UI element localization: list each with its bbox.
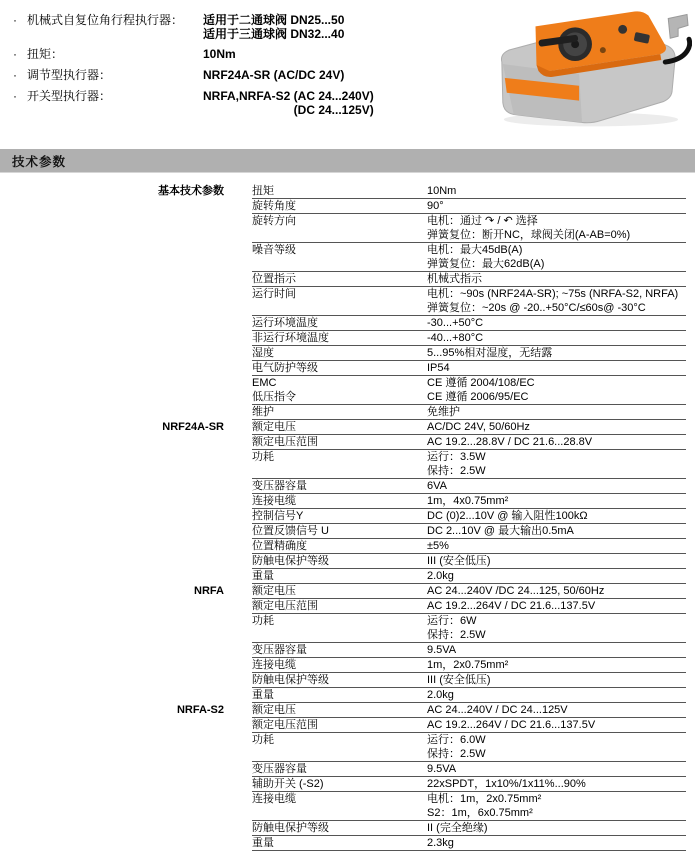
summary-label: 扭矩： xyxy=(27,47,64,61)
param-value-line: III (安全低压) xyxy=(427,555,491,567)
table-row xyxy=(0,331,686,346)
group-label xyxy=(0,614,252,643)
param-value-cell xyxy=(427,214,686,242)
param-value-line: 免维护 xyxy=(427,406,460,418)
group-label xyxy=(0,836,252,851)
param-name-line: 功耗 xyxy=(252,451,274,463)
table-row xyxy=(0,554,686,569)
param-value-cell xyxy=(427,658,686,672)
param-name-cell xyxy=(252,777,427,791)
group-label xyxy=(0,199,252,214)
table-row xyxy=(0,599,686,614)
table-row xyxy=(0,346,686,361)
summary-item xyxy=(13,47,483,62)
group-label xyxy=(0,792,252,821)
param-value-line: III (安全低压) xyxy=(427,674,491,686)
param-value-line: AC 19.2...28.8V / DC 21.6...28.8V xyxy=(427,436,593,448)
param-value-line: 22xSPDT，1x10%/1x11%...90% xyxy=(427,778,586,790)
param-value-line: CE 遵循 2006/95/EC xyxy=(427,391,529,403)
group-label xyxy=(0,316,252,331)
param-name-cell xyxy=(252,509,427,523)
param-value-cell xyxy=(427,405,686,419)
group-label xyxy=(0,479,252,494)
table-row xyxy=(0,509,686,524)
table-row xyxy=(0,420,686,435)
group-label xyxy=(0,494,252,509)
param-value-cell xyxy=(427,703,686,717)
group-label xyxy=(0,821,252,836)
param-name-line: 运行时间 xyxy=(252,288,296,300)
table-row xyxy=(0,494,686,509)
param-name-cell xyxy=(252,316,427,330)
table-row xyxy=(0,614,686,643)
param-name-line: 控制信号Y xyxy=(252,510,304,522)
param-name-line: 防触电保护等级 xyxy=(252,822,329,834)
param-name-line: 电气防护等级 xyxy=(252,362,318,374)
table-row xyxy=(0,524,686,539)
param-name-cell xyxy=(252,539,427,553)
param-value-cell xyxy=(427,688,686,702)
param-name-line: 变压器容量 xyxy=(252,644,307,656)
table-row xyxy=(0,184,686,199)
param-value-line: AC 19.2...264V / DC 21.6...137.5V xyxy=(427,600,596,612)
param-value-cell xyxy=(427,614,686,642)
param-name-cell xyxy=(252,554,427,568)
table-row xyxy=(0,733,686,762)
param-value-cell xyxy=(427,346,686,360)
param-name-line: 低压指令 xyxy=(252,391,296,403)
spec-table xyxy=(0,184,686,851)
group-label xyxy=(0,599,252,614)
param-value-line: 电机：~90s (NRF24A-SR); ~75s (NRFA-S2, NRFA) xyxy=(427,288,679,300)
table-row xyxy=(0,658,686,673)
product-summary xyxy=(13,13,483,123)
param-value-cell xyxy=(427,643,686,657)
param-value-cell xyxy=(427,524,686,538)
group-label xyxy=(0,762,252,777)
table-row xyxy=(0,792,686,821)
section-title: 技术参数 xyxy=(12,154,67,169)
param-name-cell xyxy=(252,494,427,508)
summary-values xyxy=(203,89,374,117)
param-value-line: 1m，2x0.75mm² xyxy=(427,659,509,671)
table-row xyxy=(0,199,686,214)
param-value-line: 运行：6W xyxy=(427,615,477,627)
param-value-cell xyxy=(427,836,686,850)
summary-values xyxy=(203,13,344,41)
param-name-line: 重量 xyxy=(252,689,274,701)
summary-values xyxy=(203,68,344,83)
group-label xyxy=(0,287,252,316)
param-value-cell xyxy=(427,599,686,613)
summary-label: 调节型执行器： xyxy=(27,68,112,82)
param-value-line: 2.0kg xyxy=(427,689,454,701)
param-name-line: 防触电保护等级 xyxy=(252,555,329,567)
group-label xyxy=(0,214,252,243)
table-row xyxy=(0,316,686,331)
actuator-product-image xyxy=(484,2,692,130)
group-label: NRFA xyxy=(194,585,224,597)
param-value-line: 2.3kg xyxy=(427,837,454,849)
param-value-cell xyxy=(427,792,686,820)
group-label: NRF24A-SR xyxy=(162,421,224,433)
param-name-cell xyxy=(252,199,427,213)
bullet-icon: · xyxy=(13,89,17,103)
param-value-cell xyxy=(427,777,686,791)
param-name-cell xyxy=(252,420,427,434)
param-value-line: 5...95%相对湿度，无结露 xyxy=(427,347,553,359)
bullet-icon: · xyxy=(13,13,17,27)
summary-item xyxy=(13,89,483,117)
param-name-cell xyxy=(252,361,427,375)
param-value-cell xyxy=(427,450,686,478)
param-value-cell xyxy=(427,673,686,687)
table-row xyxy=(0,287,686,316)
param-name-line: 功耗 xyxy=(252,734,274,746)
param-value-line: 1m，4x0.75mm² xyxy=(427,495,509,507)
param-name-line: 功耗 xyxy=(252,615,274,627)
summary-value-line: NRFA,NRFA-S2 (AC 24...240V) xyxy=(203,89,374,103)
param-value-line: AC 19.2...264V / DC 21.6...137.5V xyxy=(427,719,596,731)
param-value-cell xyxy=(427,420,686,434)
param-name-cell xyxy=(252,524,427,538)
table-row xyxy=(0,272,686,287)
param-value-cell xyxy=(427,479,686,493)
param-value-line: 保持：2.5W xyxy=(427,629,486,641)
param-name-line: 额定电压范围 xyxy=(252,436,318,448)
bullet-icon: · xyxy=(13,47,17,61)
param-value-line: DC (0)2...10V @ 输入阻性100kΩ xyxy=(427,510,588,522)
param-value-line: 弹簧复位：最大62dB(A) xyxy=(427,258,545,270)
param-value-line: 保持：2.5W xyxy=(427,748,486,760)
param-value-line: 2.0kg xyxy=(427,570,454,582)
param-value-cell xyxy=(427,509,686,523)
group-label xyxy=(0,509,252,524)
group-label: 基本技术参数 xyxy=(158,185,224,197)
param-value-cell xyxy=(427,331,686,345)
param-value-cell xyxy=(427,718,686,732)
param-value-cell xyxy=(427,762,686,776)
param-value-line: 运行：3.5W xyxy=(427,451,486,463)
param-name-cell xyxy=(252,792,427,820)
group-label xyxy=(0,777,252,792)
param-name-cell xyxy=(252,243,427,271)
param-name-line: 额定电压 xyxy=(252,704,296,716)
param-name-line: 连接电缆 xyxy=(252,793,296,805)
summary-value-line: 适用于二通球阀 DN25...50 xyxy=(203,13,345,27)
group-label xyxy=(0,450,252,479)
param-name-cell xyxy=(252,346,427,360)
param-value-cell xyxy=(427,361,686,375)
param-name-cell xyxy=(252,673,427,687)
param-name-line: 位置精确度 xyxy=(252,540,307,552)
param-name-line: 额定电压范围 xyxy=(252,719,318,731)
param-value-cell xyxy=(427,316,686,330)
summary-label: 机械式自复位角行程执行器： xyxy=(27,13,184,27)
param-name-line: 扭矩 xyxy=(252,185,274,197)
param-name-line: 位置反馈信号 U xyxy=(252,525,329,537)
param-value-cell xyxy=(427,733,686,761)
param-value-line: -30...+50°C xyxy=(427,317,484,329)
table-row xyxy=(0,435,686,450)
group-label xyxy=(0,658,252,673)
table-row xyxy=(0,479,686,494)
param-value-cell xyxy=(427,539,686,553)
group-label xyxy=(0,346,252,361)
param-value-cell xyxy=(427,821,686,835)
group-label xyxy=(0,376,252,405)
section-header xyxy=(0,149,695,173)
param-name-cell xyxy=(252,405,427,419)
param-name-cell xyxy=(252,214,427,242)
group-label xyxy=(0,643,252,658)
group-label: NRFA-S2 xyxy=(176,704,224,716)
param-value-line: AC 24...240V / DC 24...125V xyxy=(427,704,568,716)
param-name-line: 重量 xyxy=(252,837,274,849)
param-name-cell xyxy=(252,287,427,315)
param-value-cell xyxy=(427,184,686,198)
summary-item xyxy=(13,13,483,41)
param-name-cell xyxy=(252,184,427,198)
param-name-cell xyxy=(252,479,427,493)
group-label xyxy=(0,524,252,539)
table-row xyxy=(0,361,686,376)
group-label xyxy=(0,718,252,733)
group-label xyxy=(0,733,252,762)
bullet-icon: · xyxy=(13,68,17,82)
param-value-line: 机械式指示 xyxy=(427,273,482,285)
param-value-line: 电机：通过 ↷ / ↶ 选择 xyxy=(427,215,538,227)
summary-item xyxy=(13,68,483,83)
table-row xyxy=(0,405,686,420)
table-row xyxy=(0,688,686,703)
group-label xyxy=(0,435,252,450)
param-value-cell xyxy=(427,584,686,598)
param-value-cell xyxy=(427,494,686,508)
table-row xyxy=(0,243,686,272)
table-row xyxy=(0,539,686,554)
param-name-line: 变压器容量 xyxy=(252,763,307,775)
param-name-cell xyxy=(252,450,427,478)
table-row xyxy=(0,777,686,792)
param-name-cell xyxy=(252,599,427,613)
group-label xyxy=(0,361,252,376)
param-name-cell xyxy=(252,643,427,657)
param-name-line: 维护 xyxy=(252,406,274,418)
param-name-line: 非运行环境温度 xyxy=(252,332,329,344)
table-row xyxy=(0,703,686,718)
param-value-line: S2：1m，6x0.75mm² xyxy=(427,807,533,819)
param-value-line: 弹簧复位：断开NC，球阀关闭(A-AB=0%) xyxy=(427,229,631,241)
group-label xyxy=(0,272,252,287)
table-row xyxy=(0,569,686,584)
table-row xyxy=(0,762,686,777)
table-row xyxy=(0,450,686,479)
param-value-line: AC 24...240V /DC 24...125, 50/60Hz xyxy=(427,585,605,597)
param-value-line: 9.5VA xyxy=(427,763,457,775)
param-name-cell xyxy=(252,658,427,672)
param-value-line: 弹簧复位：~20s @ -20..+50°C/≤60s@ -30°C xyxy=(427,302,646,314)
param-name-line: 位置指示 xyxy=(252,273,296,285)
param-value-line: 保持：2.5W xyxy=(427,465,486,477)
param-value-line: 9.5VA xyxy=(427,644,457,656)
param-value-cell xyxy=(427,376,686,404)
param-value-line: 电机：1m，2x0.75mm² xyxy=(427,793,542,805)
param-name-cell xyxy=(252,569,427,583)
group-label xyxy=(0,243,252,272)
param-value-line: 10Nm xyxy=(427,185,457,197)
group-label xyxy=(0,539,252,554)
table-row xyxy=(0,584,686,599)
param-value-cell xyxy=(427,435,686,449)
group-label xyxy=(0,554,252,569)
param-value-cell xyxy=(427,243,686,271)
param-value-cell xyxy=(427,569,686,583)
param-name-cell xyxy=(252,614,427,642)
param-name-line: 湿度 xyxy=(252,347,274,359)
param-value-line: 电机：最大45dB(A) xyxy=(427,244,523,256)
group-label xyxy=(0,405,252,420)
table-row xyxy=(0,718,686,733)
group-label xyxy=(0,673,252,688)
param-name-cell xyxy=(252,688,427,702)
param-name-cell xyxy=(252,435,427,449)
table-row xyxy=(0,376,686,405)
param-value-line: ±5% xyxy=(427,540,449,552)
group-label xyxy=(0,688,252,703)
param-name-cell xyxy=(252,821,427,835)
param-value-line: II (完全绝缘) xyxy=(427,822,488,834)
summary-value-line: 适用于三通球阀 DN32...40 xyxy=(203,27,345,41)
summary-value-line: (DC 24...125V) xyxy=(293,103,374,117)
param-value-line: 运行：6.0W xyxy=(427,734,486,746)
param-value-line: DC 2...10V @ 最大输出0.5mA xyxy=(427,525,574,537)
param-name-line: 噪音等级 xyxy=(252,244,296,256)
param-name-cell xyxy=(252,376,427,404)
param-name-line: 连接电缆 xyxy=(252,495,296,507)
table-row xyxy=(0,673,686,688)
param-name-cell xyxy=(252,584,427,598)
param-value-cell xyxy=(427,199,686,213)
param-value-line: AC/DC 24V, 50/60Hz xyxy=(427,421,530,433)
param-name-cell xyxy=(252,703,427,717)
param-name-line: 变压器容量 xyxy=(252,480,307,492)
param-value-line: -40...+80°C xyxy=(427,332,484,344)
param-name-cell xyxy=(252,836,427,850)
param-name-cell xyxy=(252,733,427,761)
param-name-line: 防触电保护等级 xyxy=(252,674,329,686)
param-value-cell xyxy=(427,272,686,286)
summary-label: 开关型执行器： xyxy=(27,89,112,103)
summary-value-line: 10Nm xyxy=(203,47,236,61)
table-row xyxy=(0,214,686,243)
param-name-line: 旋转角度 xyxy=(252,200,296,212)
param-name-line: 辅助开关 (-S2) xyxy=(252,778,324,790)
table-row xyxy=(0,643,686,658)
param-name-line: 额定电压 xyxy=(252,585,296,597)
table-row xyxy=(0,821,686,836)
param-name-line: 运行环境温度 xyxy=(252,317,318,329)
summary-value-line: NRF24A-SR (AC/DC 24V) xyxy=(203,68,345,82)
param-value-line: 90° xyxy=(427,200,444,212)
summary-values xyxy=(203,47,236,62)
param-value-line: IP54 xyxy=(427,362,450,374)
group-label xyxy=(0,569,252,584)
param-name-cell xyxy=(252,272,427,286)
param-name-cell xyxy=(252,718,427,732)
param-name-line: 重量 xyxy=(252,570,274,582)
param-name-cell xyxy=(252,331,427,345)
param-name-line: EMC xyxy=(252,377,277,389)
param-value-line: 6VA xyxy=(427,480,447,492)
param-name-line: 额定电压范围 xyxy=(252,600,318,612)
param-value-cell xyxy=(427,287,686,315)
param-name-cell xyxy=(252,762,427,776)
param-name-line: 额定电压 xyxy=(252,421,296,433)
param-value-cell xyxy=(427,554,686,568)
param-value-line: CE 遵循 2004/108/EC xyxy=(427,377,535,389)
group-label xyxy=(0,331,252,346)
param-name-line: 旋转方向 xyxy=(252,215,296,227)
table-row xyxy=(0,836,686,851)
param-name-line: 连接电缆 xyxy=(252,659,296,671)
